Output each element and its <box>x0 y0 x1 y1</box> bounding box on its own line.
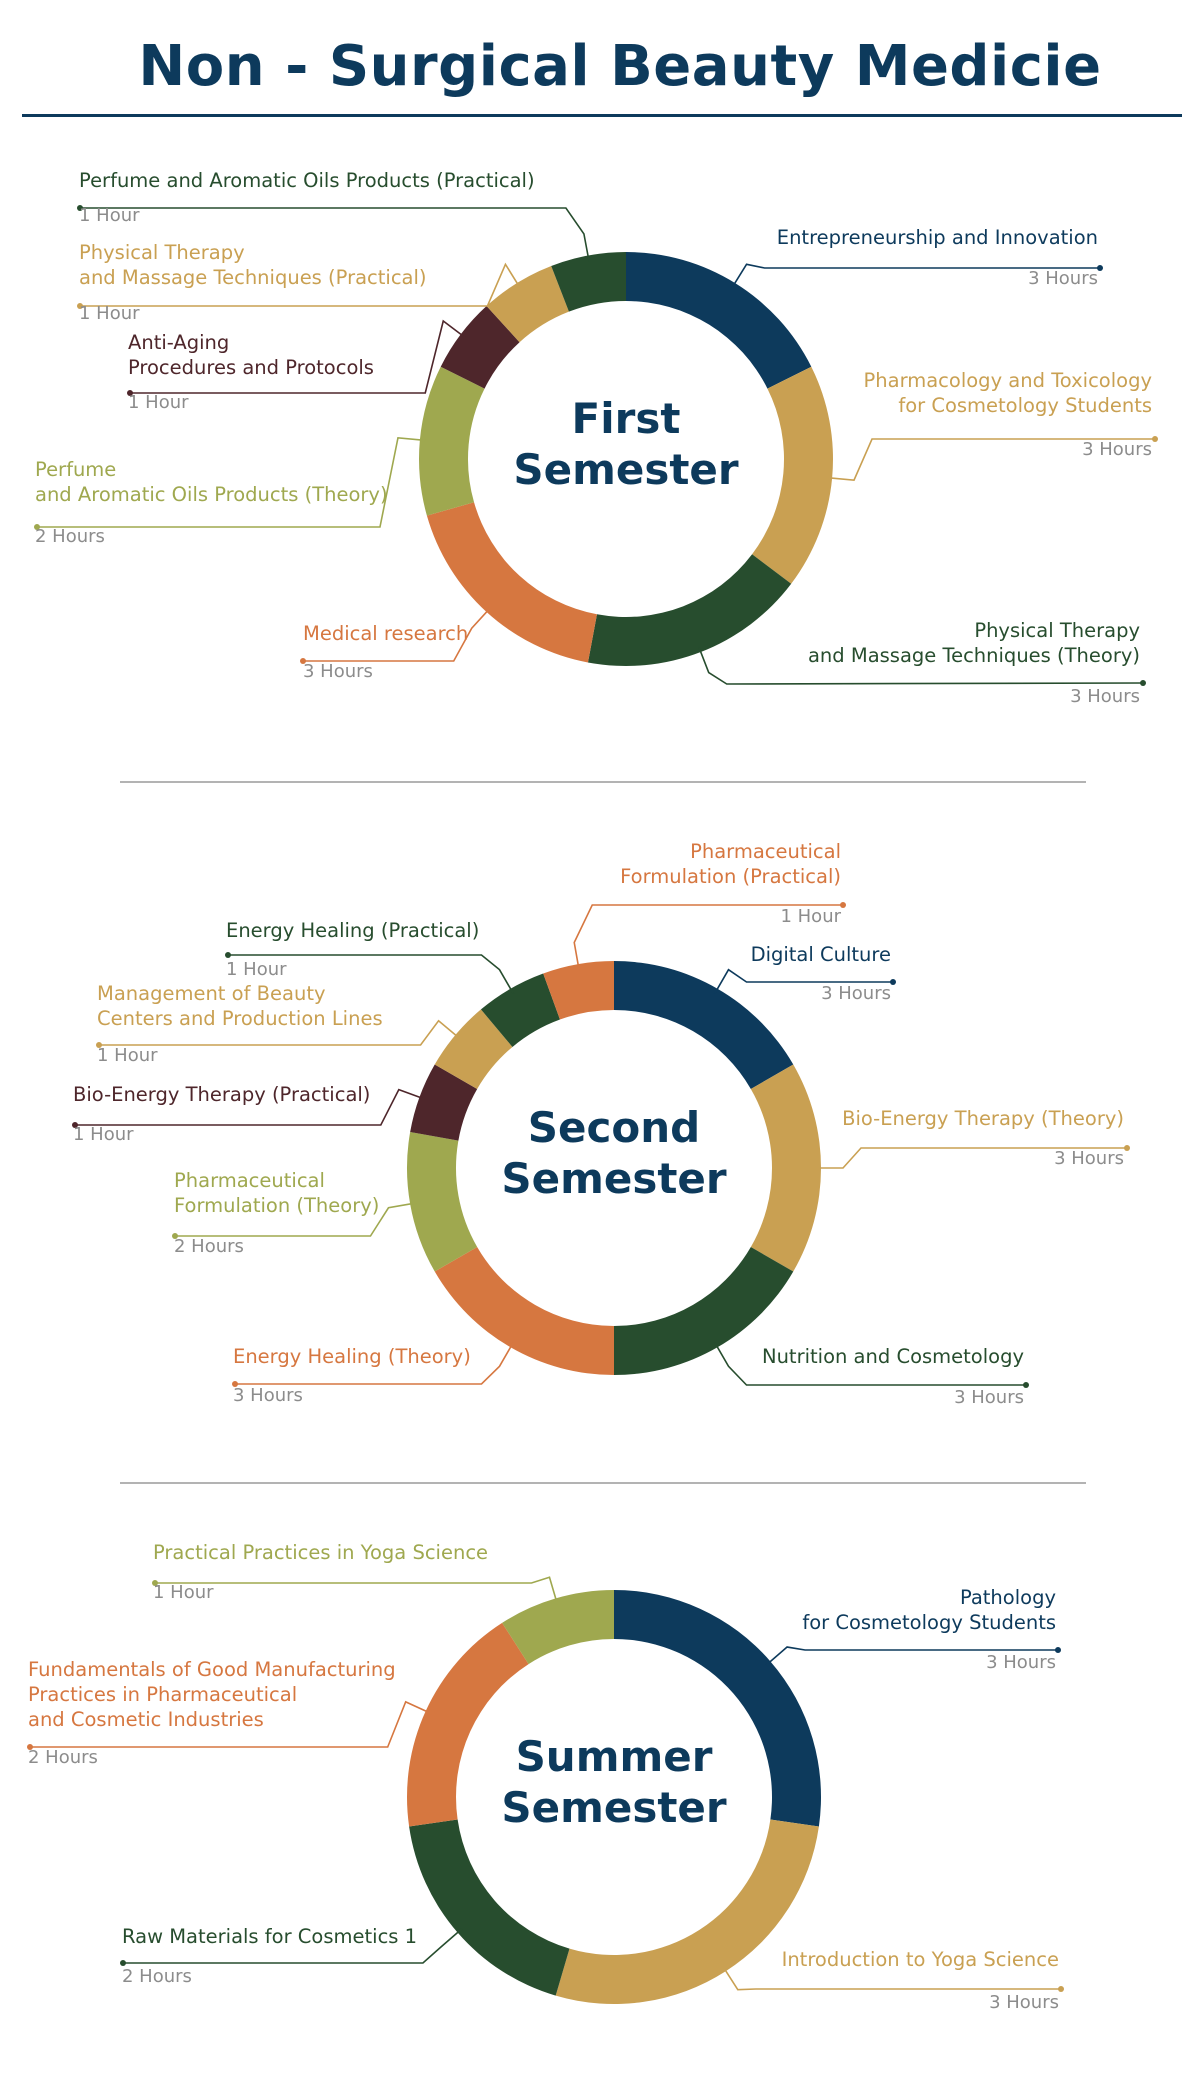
donut-segment <box>588 554 791 666</box>
segment-hours: 1 Hour <box>97 1045 158 1066</box>
semester-name: First <box>571 394 681 443</box>
segment-label: Formulation (Practical) <box>620 865 841 888</box>
segment-label: Pharmacology and Toxicology <box>863 369 1152 392</box>
semester-name: Semester <box>513 445 739 494</box>
leader-line <box>155 1577 557 1604</box>
segment-label: Pharmaceutical <box>174 1169 325 1192</box>
segment-label: Perfume and Aromatic Oils Products (Practical) <box>79 169 535 192</box>
segment-label: Formulation (Theory) <box>174 1194 380 1217</box>
segment-label: and Aromatic Oils Products (Theory) <box>35 483 388 506</box>
semester-name: Semester <box>501 1154 727 1203</box>
segment-hours: 3 Hours <box>989 1992 1059 2013</box>
segment-label: Introduction to Yoga Science <box>781 1948 1059 1971</box>
segment-label: Medical research <box>303 622 469 645</box>
segment-hours: 3 Hours <box>1070 686 1140 707</box>
segment-hours: 3 Hours <box>1054 1148 1124 1169</box>
segment-hours: 3 Hours <box>821 983 891 1004</box>
donut-segment <box>614 961 793 1089</box>
segment-label: Bio-Energy Therapy (Practical) <box>73 1083 371 1106</box>
segment-label: Practices in Pharmaceutical <box>28 1683 298 1706</box>
donut-segment <box>752 367 833 584</box>
segment-label: Procedures and Protocols <box>128 356 374 379</box>
segment-hours: 2 Hours <box>28 1747 98 1768</box>
leader-dot <box>1152 436 1158 442</box>
semester-donut-1 <box>34 169 1158 707</box>
segment-label: Pharmaceutical <box>690 840 841 863</box>
segment-hours: 1 Hour <box>153 1582 214 1603</box>
segment-hours: 3 Hours <box>1082 439 1152 460</box>
segment-label: Physical Therapy <box>79 241 245 264</box>
segment-label: Perfume <box>35 458 117 481</box>
segment-hours: 2 Hours <box>35 526 105 547</box>
segment-label: Practical Practices in Yoga Science <box>153 1541 489 1564</box>
leader-dot <box>1124 1145 1130 1151</box>
segment-hours: 1 Hour <box>226 959 287 980</box>
segment-label: and Massage Techniques (Practical) <box>79 266 427 289</box>
leader-dot <box>1140 680 1146 686</box>
segment-hours: 3 Hours <box>986 1652 1056 1673</box>
semester-name: Summer <box>515 1732 713 1781</box>
segment-label: Entrepreneurship and Innovation <box>776 226 1098 249</box>
segment-hours: 3 Hours <box>954 1387 1024 1408</box>
donut-segment <box>751 1065 821 1272</box>
segment-label: and Massage Techniques (Theory) <box>807 644 1140 667</box>
segment-label: for Cosmetology Students <box>898 394 1152 417</box>
semester-donut-3 <box>27 1541 1064 2013</box>
segment-label: and Cosmetic Industries <box>28 1708 264 1731</box>
segment-label: Energy Healing (Theory) <box>233 1345 471 1368</box>
segment-hours: 2 Hours <box>174 1236 244 1257</box>
segment-hours: 1 Hour <box>780 906 841 927</box>
segment-label: Bio-Energy Therapy (Theory) <box>842 1107 1124 1130</box>
semester-name: Second <box>527 1103 701 1152</box>
segment-hours: 3 Hours <box>303 661 373 682</box>
donut-segment <box>407 1132 477 1271</box>
segment-hours: 1 Hour <box>79 303 140 324</box>
segment-label: Pathology <box>959 1586 1056 1609</box>
leader-dot <box>225 952 231 958</box>
semester-name: Semester <box>501 1783 727 1832</box>
segment-label: Anti-Aging <box>128 331 230 354</box>
segment-hours: 1 Hour <box>73 1124 134 1145</box>
segment-label: for Cosmetology Students <box>802 1611 1056 1634</box>
segment-label: Energy Healing (Practical) <box>226 919 480 942</box>
segment-hours: 2 Hours <box>122 1966 192 1987</box>
segment-hours: 3 Hours <box>233 1385 303 1406</box>
donut-segment <box>419 367 485 516</box>
segment-hours: 1 Hour <box>79 205 140 226</box>
segment-label: Fundamentals of Good Manufacturing <box>28 1658 396 1681</box>
donut-segment <box>556 1819 819 2004</box>
segment-hours: 1 Hour <box>128 392 189 413</box>
donut-segment <box>409 1819 569 1995</box>
segment-hours: 3 Hours <box>1028 268 1098 289</box>
segment-label: Digital Culture <box>750 943 891 966</box>
semester-donut-2 <box>72 840 1130 1408</box>
segment-label: Centers and Production Lines <box>97 1007 383 1030</box>
page-title: Non - Surgical Beauty Medicie <box>138 34 1102 99</box>
segment-label: Nutrition and Cosmetology <box>761 1345 1024 1368</box>
segment-label: Management of Beauty <box>97 982 326 1005</box>
segment-label: Physical Therapy <box>974 619 1140 642</box>
donut-segment <box>626 252 811 389</box>
segment-label: Raw Materials for Cosmetics 1 <box>122 1925 418 1948</box>
